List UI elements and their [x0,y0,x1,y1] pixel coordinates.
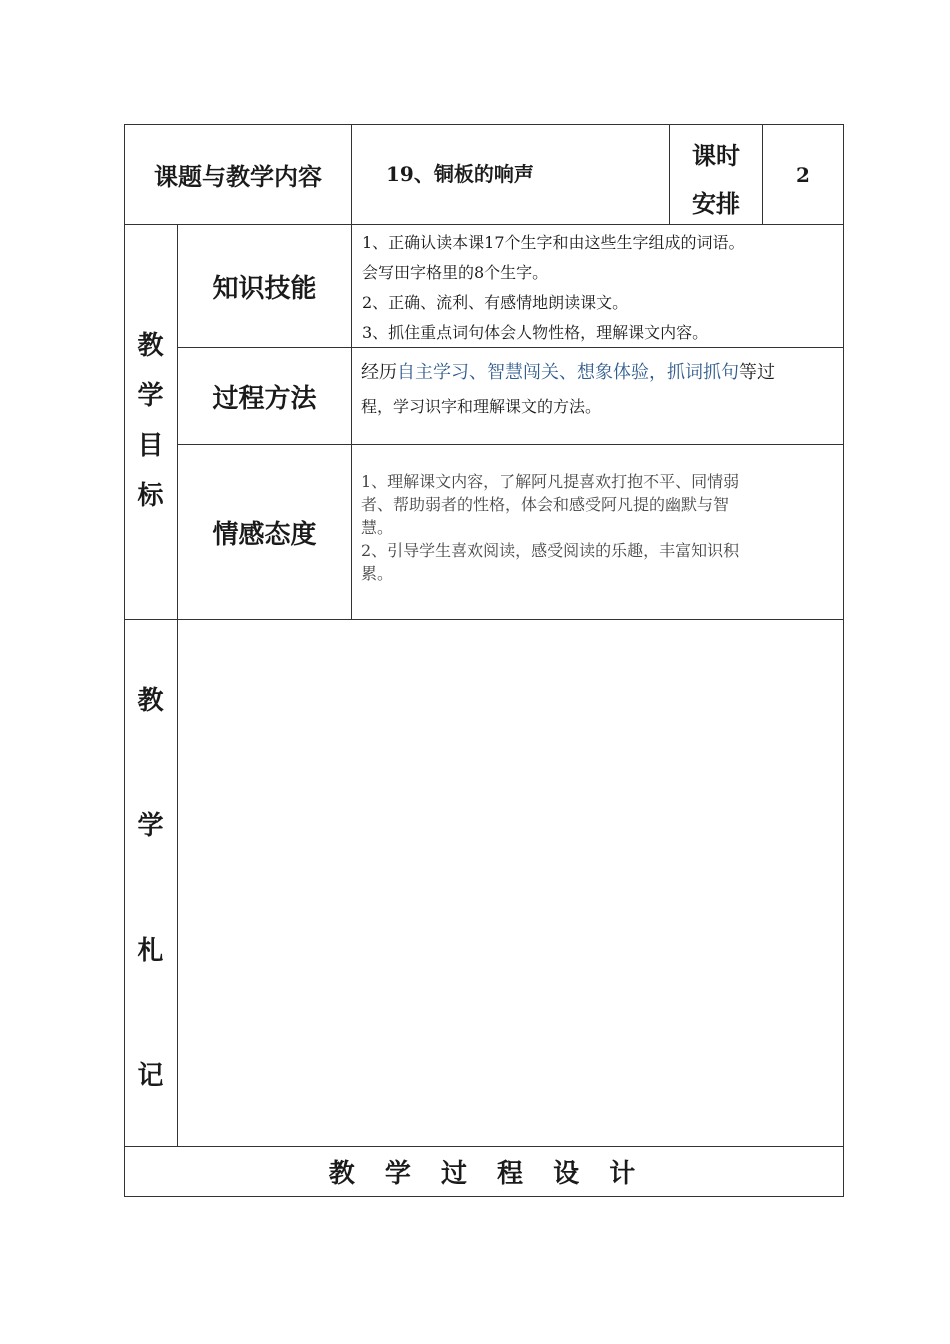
notes-char-3: 札 [137,936,164,966]
knowledge-label: 知识技能 [212,273,317,304]
notes-area [178,620,843,1146]
knowledge-line-3: 2、正确、流利、有感情地朗读课文。 [362,293,629,312]
emotion-label: 情感态度 [212,519,317,550]
goals-char-2: 学 [137,381,164,411]
process-highlight: 自主学习、智慧闯关、想象体验，抓词抓句 [397,362,739,383]
goals-section-label [124,325,177,525]
goals-char-3: 目 [137,431,164,461]
goals-char-1: 教 [137,331,164,361]
topic-value: 19、铜板的响声 [386,162,534,186]
hours-label-line1: 课时 [692,142,740,170]
knowledge-line-2: 会写田字格里的8个生字。 [362,263,549,282]
emotion-line-3: 慧。 [361,518,394,537]
process-line-1 [361,356,839,390]
process-suffix: 等过 [739,362,775,383]
notes-char-1: 教 [137,686,164,716]
emotion-line-1: 1、理解课文内容，了解阿凡提喜欢打抱不平、同情弱 [361,472,740,491]
process-line-2: 程，学习识字和理解课文的方法。 [361,397,602,416]
knowledge-content [362,228,840,348]
goals-char-4: 标 [137,481,164,511]
emotion-line-4: 2、引导学生喜欢阅读，感受阅读的乐趣，丰富知识积 [361,541,740,560]
knowledge-line-4: 3、抓住重点词句体会人物性格，理解课文内容。 [362,323,709,342]
process-content [361,356,839,424]
topic-label: 课题与教学内容 [154,163,322,191]
process-prefix: 经历 [361,362,397,383]
process-label: 过程方法 [212,383,317,414]
emotion-line-5: 累。 [361,564,394,583]
emotion-line-2: 者、帮助弱者的性格，体会和感受阿凡提的幽默与智 [361,495,730,514]
knowledge-line-1: 1、正确认读本课17个生字和由这些生字组成的词语。 [362,233,745,252]
border-left [124,124,125,1197]
border-bottom [124,1196,844,1197]
notes-char-4: 记 [137,1061,164,1091]
process-design-title: 教 学 过 程 设 计 [328,1159,640,1189]
emotion-content [361,470,839,585]
hours-label-line2: 安排 [692,190,740,218]
border-col-label-2 [351,224,352,620]
hours-value: 2 [796,162,810,187]
notes-char-2: 学 [137,811,164,841]
border-right [843,124,844,1197]
